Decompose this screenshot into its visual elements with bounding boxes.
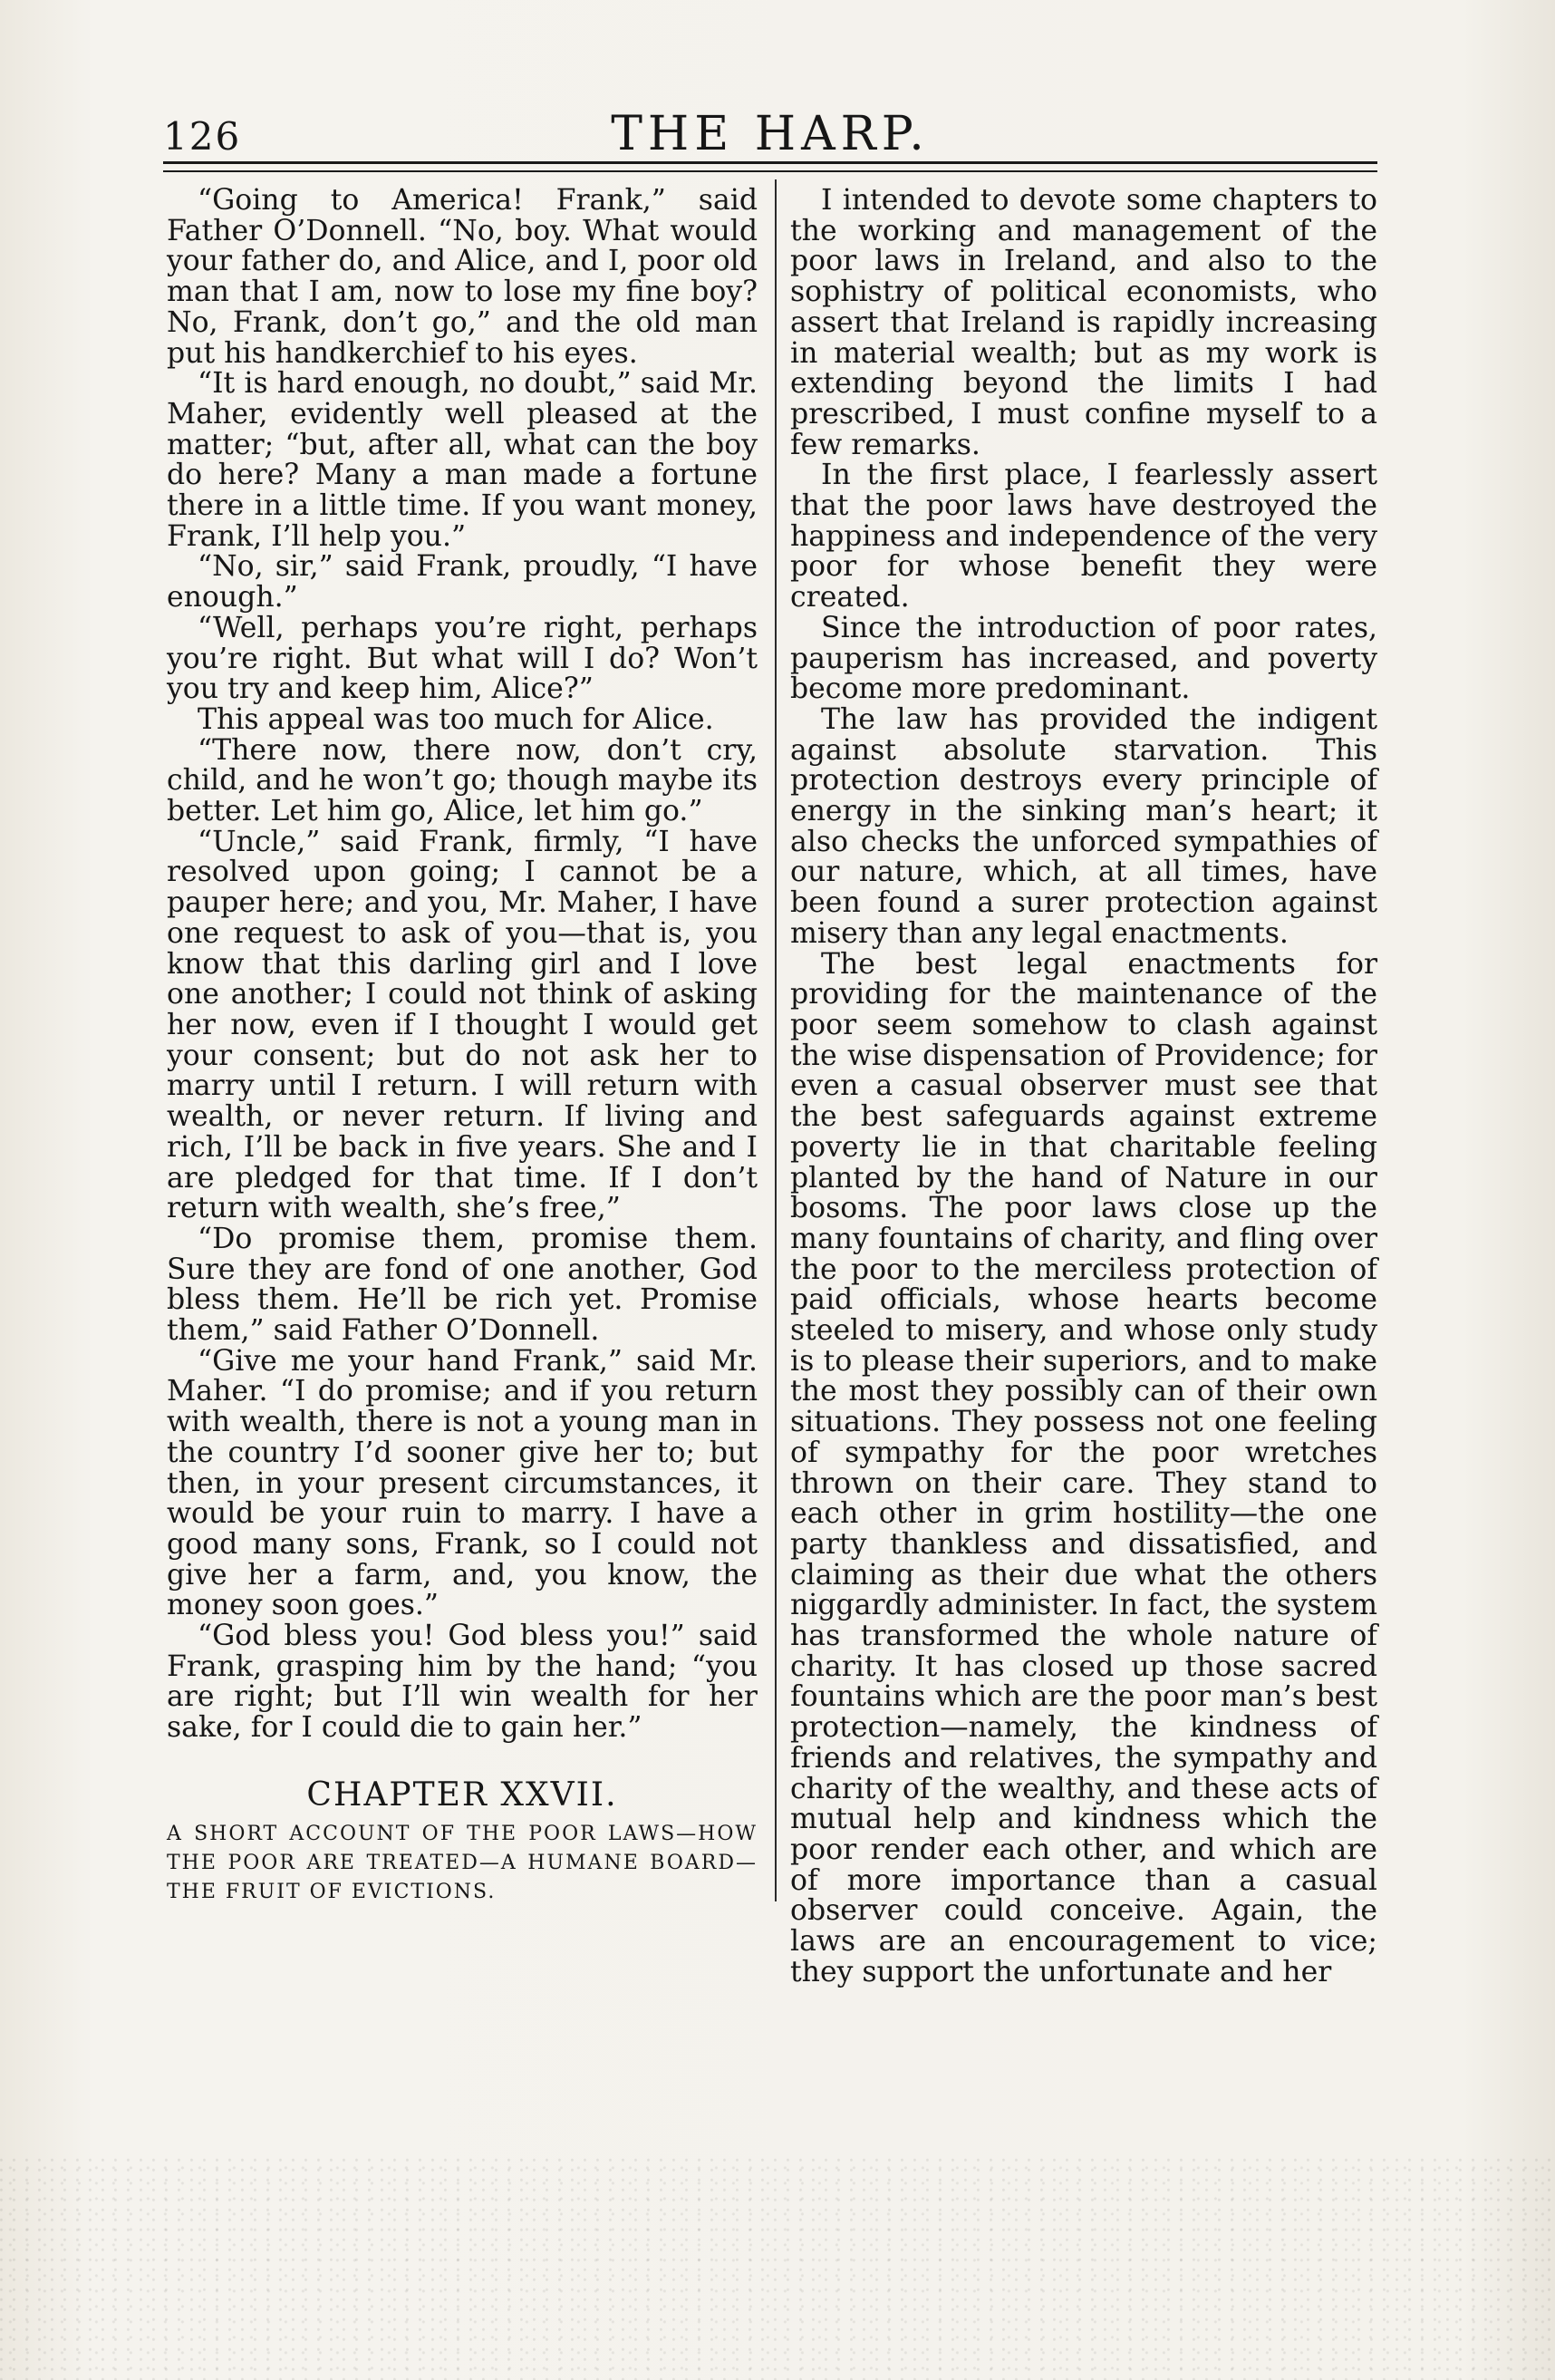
left-column <box>167 186 758 1907</box>
paragraph: “Uncle,” said Frank, firmly, “I have resolved upon going; I cannot be a pauper here; and you, Mr. Maher, I have one request to ask of you—that is, you know that this darling girl and I love one another; I could not think of asking her now, even if I thought I would get your consent; but do not ask her to marry until I return. I will return with wealth, or never return. If living and rich, I’ll be back in five years. She and I are pledged for that time. If I don’t return with wealth, she’s free,” <box>167 825 758 1225</box>
paragraph: “Going to America! Frank,” said Father O’Donnell. “No, boy. What would your father do, and Alice, and I, poor old man that I am, now to lose my fine boy? No, Frank, don’t go,” and the old man put his handkerchief to his eyes. <box>167 184 758 370</box>
running-head: THE HARP. <box>611 107 930 161</box>
paragraph: In the first place, I fearlessly assert that the poor laws have destroyed the happiness and independence of the very poor for whose benefit they were created. <box>790 459 1377 614</box>
paragraph: “There now, there now, don’t cry, child, and he won’t go; though maybe its better. Let him go, Alice, let him go.” <box>167 733 758 828</box>
scan-noise <box>0 2157 1555 2380</box>
paragraph: “Well, perhaps you’re right, perhaps you’re right. But what will I do? Won’t you try and keep him, Alice?” <box>167 611 758 706</box>
paragraph: “No, sir,” said Frank, proudly, “I have enough.” <box>167 550 758 614</box>
header-rule-thick <box>163 161 1377 164</box>
paragraph: “Do promise them, promise them. Sure they are fond of one another, God bless them. He’ll be rich yet. Promise them,” said Father O’Donnell. <box>167 1222 758 1348</box>
paragraph: Since the introduction of poor rates, pauperism has increased, and poverty become more predominant. <box>790 611 1377 706</box>
page-header <box>163 107 1377 179</box>
paragraph: I intended to devote some chapters to the working and management of the poor laws in Ireland, and also to the sophistry of political economists, who assert that Ireland is rapidly increasing in material wealth; but as my work is extending beyond the limits I had prescribed, I must confine myself to a few remarks. <box>790 184 1377 461</box>
chapter-heading: CHAPTER XXVII. <box>306 1775 618 1814</box>
column-divider <box>775 179 777 1901</box>
header-rule-thin <box>163 170 1377 172</box>
paragraph: “It is hard enough, no doubt,” said Mr. Maher, evidently well pleased at the matter; “but, after all, what can the boy do here? Many a man made a fortune there in a little time. If you want money, Frank, I’ll help you.” <box>167 367 758 553</box>
page-number: 126 <box>163 114 242 159</box>
right-column <box>790 186 1377 1988</box>
paragraph: The best legal enactments for providing for the maintenance of the poor seem somehow to clash against the wise dispensation of Providence; for even a casual observer must see that the best safeguards against extreme poverty lie in that charitable feeling planted by the hand of Nature in our bosoms. The poor laws close up the many fountains of charity, and fling over the poor to the merciless protection of paid officials, whose hearts become steeled to misery, and whose only study is to please their superiors, and to make the most they possibly can of their own situations. They possess not one feeling of sympathy for the poor wretches thrown on their care. They stand to each other in grim hostility—the one party thankless and dissatisfied, and claiming as their due what the others niggardly administer. In fact, the system has transformed the whole nature of charity. It has closed up those sacred fountains which are the poor man’s best protection—namely, the kindness of friends and relatives, the sympathy and charity of the wealthy, and these acts of mutual help and kindness which the poor render each other, and which are of more importance than a casual observer could conceive. Again, the laws are an encouragement to vice; they support the unfortunate and her <box>790 947 1377 1988</box>
chapter-summary: A SHORT ACCOUNT OF THE POOR LAWS—HOW THE POOR ARE TREATED—A HUMANE BOARD—THE FRUIT OF EVICTIONS. <box>167 1822 758 1903</box>
paragraph: The law has provided the indigent against absolute starvation. This protection destroys every principle of energy in the sinking man’s heart; it also checks the unforced sympathies of our nature, which, at all times, have been found a surer protection against misery than any legal enactments. <box>790 702 1377 950</box>
paragraph: “God bless you! God bless you!” said Frank, grasping him by the hand; “you are right; but I’ll win wealth for her sake, for I could die to gain her.” <box>167 1620 758 1745</box>
paragraph: “Give me your hand Frank,” said Mr. Maher. “I do promise; and if you return with wealth, there is not a young man in the country I’d sooner give her to; but then, in your present circumstances, it would be your ruin to marry. I have a good many sons, Frank, so I could not give her a farm, and, you know, the money soon goes.” <box>167 1344 758 1622</box>
paragraph: This appeal was too much for Alice. <box>198 702 714 736</box>
